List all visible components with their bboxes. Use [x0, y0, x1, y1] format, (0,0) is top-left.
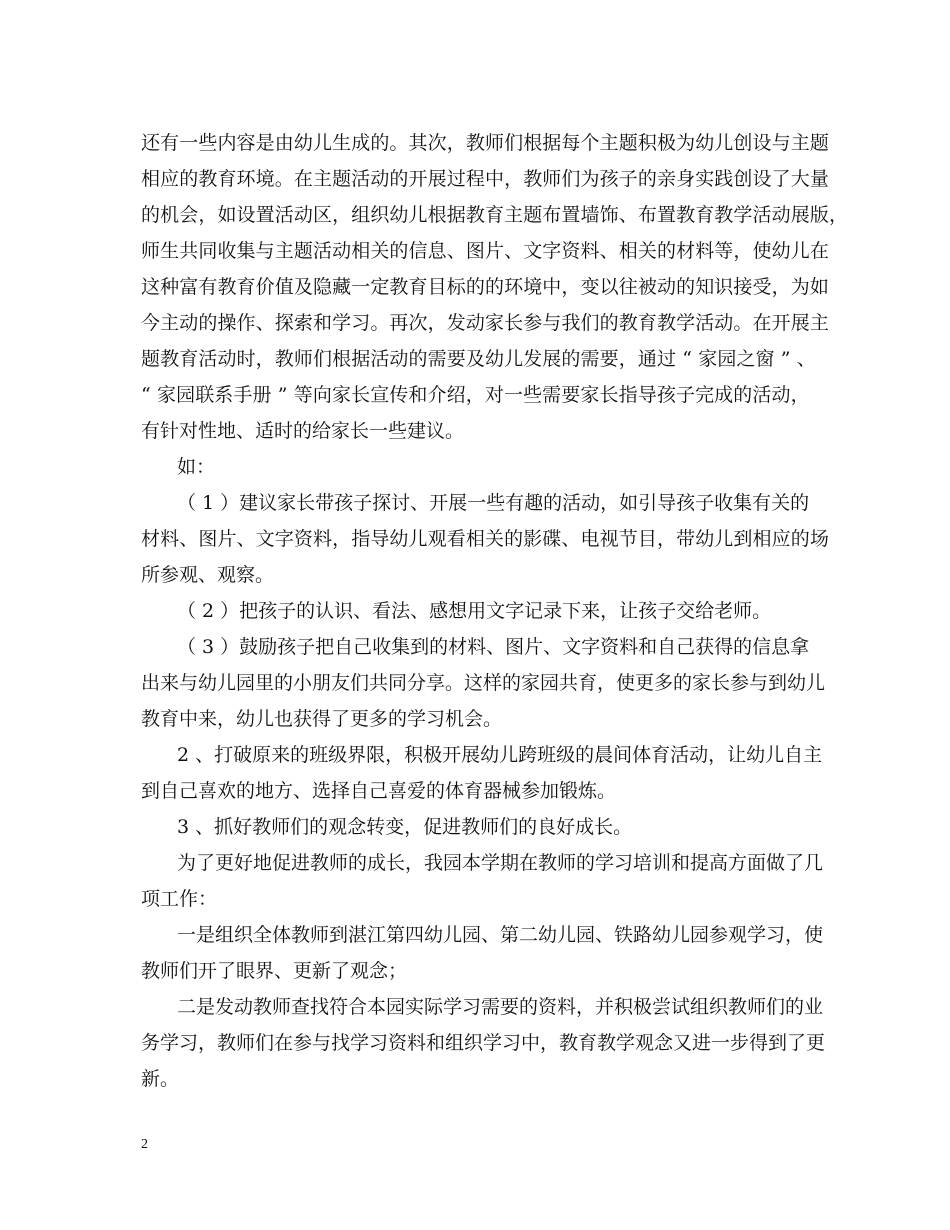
text-line: 师生共同收集与主题活动相关的信息、图片、文字资料、相关的材料等，使幼儿在 — [141, 240, 829, 262]
text-line: 教师们开了眼界、更新了观念； — [141, 960, 408, 982]
text-line: 务学习，教师们在参与找学习资料和组织学习中，教育教学观念又进一步得到了更 — [141, 1032, 826, 1054]
text-line: 如： — [177, 456, 216, 478]
text-line: 材料、图片、文字资料，指导幼儿观看相关的影碟、电视节目，带幼儿到相应的场 — [141, 528, 829, 550]
list-item-line: （ 1 ）建议家长带孩子探讨、开展一些有趣的活动，如引导孩子收集有关的 — [177, 492, 810, 514]
text-line: 有针对性地、适时的给家长一些建议。 — [141, 420, 465, 442]
section-line: 3 、抓好教师们的观念转变，促进教师们的良好成长。 — [177, 816, 633, 838]
text-line: 新。 — [141, 1068, 180, 1090]
list-item-line: （ 2 ）把孩子的认识、看法、感想用文字记录下来，让孩子交给老师。 — [177, 600, 772, 622]
text-line: 题教育活动时，教师们根据活动的需要及幼儿发展的需要，通过 “ 家园之窗 ” 、 — [141, 348, 816, 370]
text-line: 项工作： — [141, 888, 218, 910]
text-line: 教育中来，幼儿也获得了更多的学习机会。 — [141, 708, 503, 730]
text-line: 的机会，如设置活动区，组织幼儿根据教育主题布置墙饰、布置教育教学活动展版， — [141, 204, 849, 226]
text-line: 二是发动教师查找符合本园实际学习需要的资料，并积极尝试组织教师们的业 — [177, 996, 824, 1018]
page-number: 2 — [141, 1137, 148, 1152]
text-line: 所参观、观察。 — [141, 564, 275, 586]
text-line: 一是组织全体教师到湛江第四幼儿园、第二幼儿园、铁路幼儿园参观学习，使 — [177, 924, 824, 946]
list-item-line: （ 3 ）鼓励孩子把自己收集到的材料、图片、文字资料和自己获得的信息拿 — [177, 636, 810, 658]
text-line: “ 家园联系手册 ” 等向家长宣传和介绍，对一些需要家长指导孩子完成的活动， — [141, 384, 810, 406]
text-line: 到自己喜欢的地方、选择自己喜爱的体育器械参加锻炼。 — [141, 780, 617, 802]
text-line: 为了更好地促进教师的成长，我园本学期在教师的学习培训和提高方面做了几 — [177, 852, 824, 874]
text-line: 相应的教育环境。在主题活动的开展过程中，教师们为孩子的亲身实践创设了大量 — [141, 168, 829, 190]
text-line: 今主动的操作、探索和学习。再次，发动家长参与我们的教育教学活动。在开展主 — [141, 312, 829, 334]
section-line: 2 、打破原来的班级界限，积极开展幼儿跨班级的晨间体育活动，让幼儿自主 — [177, 744, 823, 766]
text-line: 这种富有教育价值及隐藏一定教育目标的的环境中，变以往被动的知识接受，为如 — [141, 276, 829, 298]
text-line: 还有一些内容是由幼儿生成的。其次，教师们根据每个主题积极为幼儿创设与主题 — [141, 132, 829, 154]
text-line: 出来与幼儿园里的小朋友们共同分享。这样的家园共育，使更多的家长参与到幼儿 — [141, 672, 826, 694]
